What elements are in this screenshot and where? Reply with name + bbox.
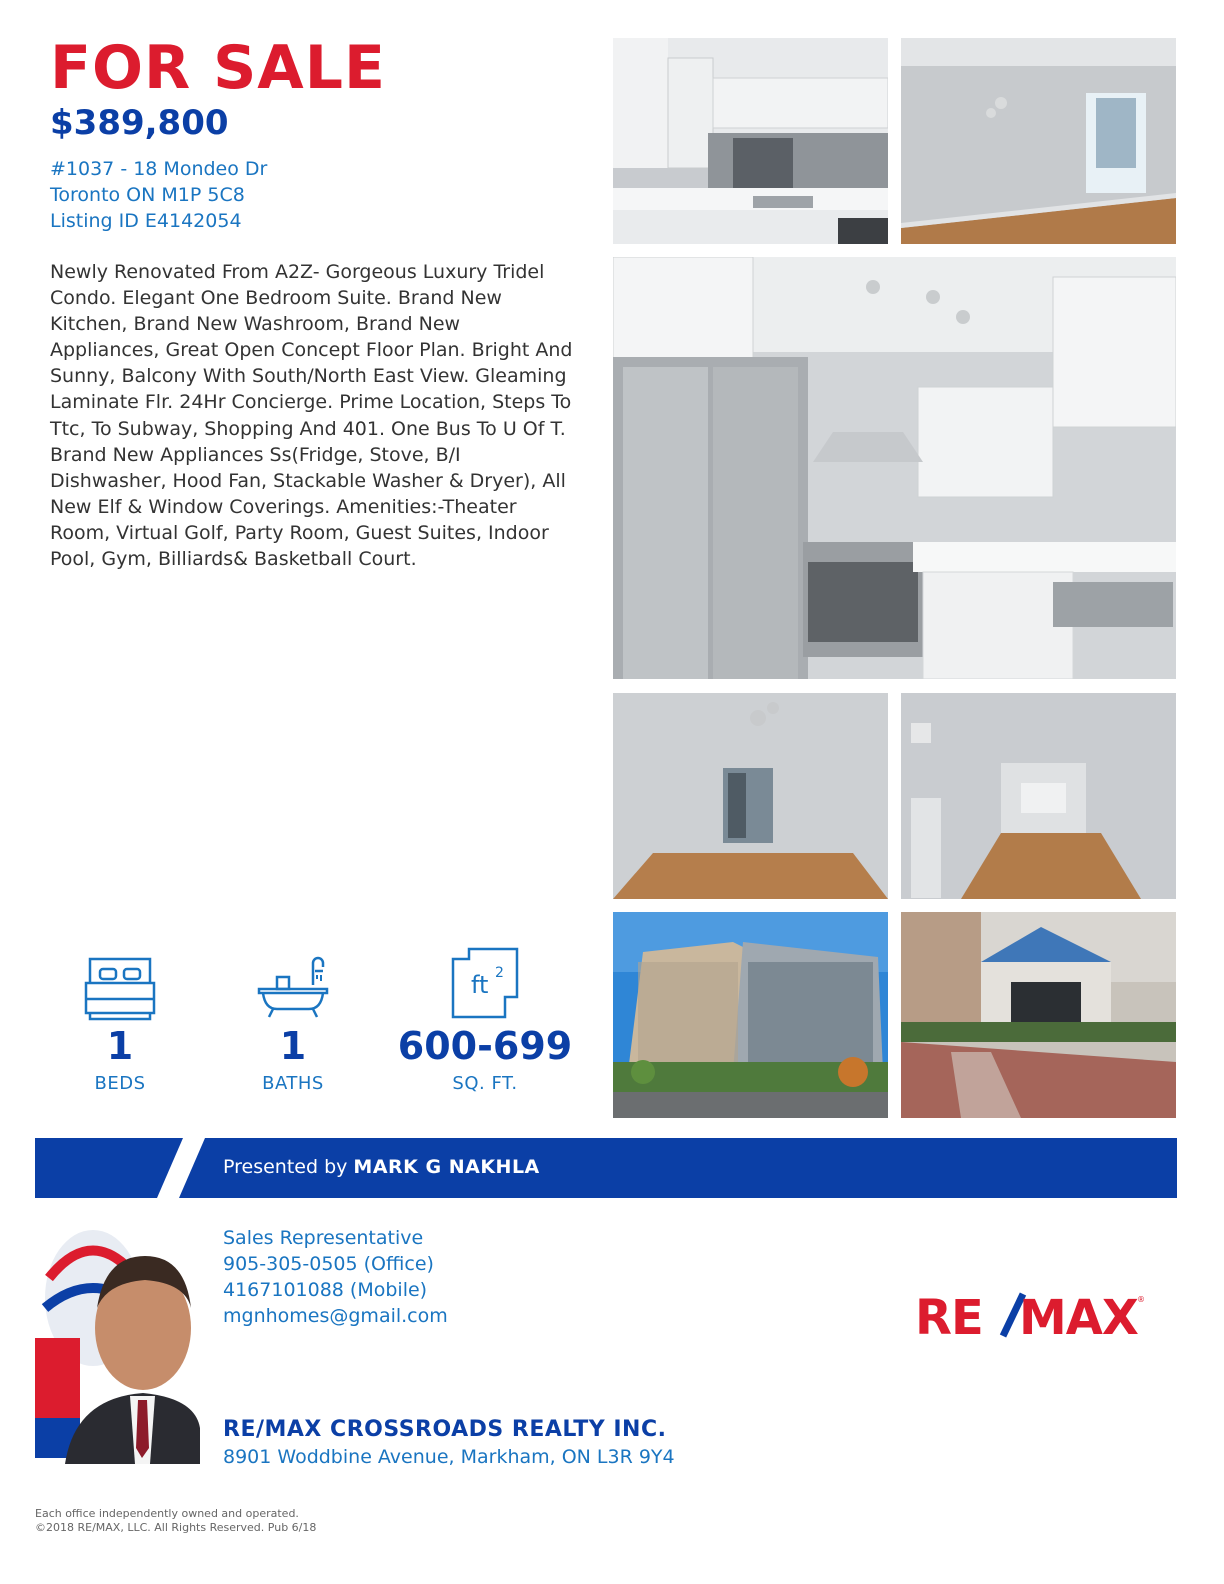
photo-kitchen-cabinets (613, 38, 888, 244)
presented-by-text (223, 1156, 540, 1178)
agent-mobile-phone[interactable]: 4167101088 (Mobile) (223, 1279, 428, 1301)
svg-text:®: ® (1137, 1295, 1145, 1304)
square-feet-icon-sup: 2 (495, 965, 504, 981)
agent-title: Sales Representative (223, 1227, 424, 1249)
baths-label: BATHS (262, 1073, 324, 1094)
legal-footer (35, 1507, 316, 1535)
agent-name: MARK G NAKHLA (353, 1156, 540, 1178)
beds-label: BEDS (94, 1073, 146, 1094)
listing-id: Listing ID E4142054 (50, 210, 242, 232)
agent-email[interactable]: mgnhomes@gmail.com (223, 1305, 448, 1327)
agent-office-phone[interactable]: 905-305-0505 (Office) (223, 1253, 434, 1275)
address-line-2: Toronto ON M1P 5C8 (50, 184, 245, 206)
presented-by-banner (35, 1138, 1177, 1198)
photo-living-room-window (901, 38, 1176, 244)
address-line-1: #1037 - 18 Mondeo Dr (50, 158, 268, 180)
beds-count: 1 (106, 1024, 134, 1068)
brokerage-address: 8901 Woddbine Avenue, Markham, ON L3R 9Y4 (223, 1446, 675, 1468)
photo-kitchen-main (613, 257, 1176, 679)
square-feet-icon (449, 945, 521, 1021)
bed-icon (84, 955, 156, 1021)
description-paragraph-1: Newly Renovated From A2Z- Gorgeous Luxury Tridel Condo. Elegant One Bedroom Suite. Brand New Kitchen, Brand New Washroom, Brand New Appliances, Great Open Concept Floor Plan. Bright And Sunny, Balcony With South/North East View. Gleaming Laminate Flr. 24Hr Concierge. Prime Location, Steps To Ttc, To Subway, Shopping And 401. One Bus To U Of T. (50, 261, 573, 440)
baths-count: 1 (279, 1024, 307, 1068)
remax-logo-mark (915, 1290, 1145, 1340)
footer-line-1: Each office independently owned and operated. (35, 1507, 299, 1520)
stat-baths (243, 955, 343, 1094)
stat-area (390, 945, 580, 1094)
brokerage-info (223, 1417, 675, 1468)
photo-building-exterior (613, 912, 888, 1118)
listing-price: $389,800 (50, 103, 229, 143)
listing-description (50, 259, 575, 572)
photo-living-room-floor (613, 693, 888, 899)
presented-by-label: Presented by (223, 1156, 354, 1178)
remax-logo (915, 1290, 1145, 1344)
banner-background (35, 1138, 1177, 1198)
footer-line-2: ©2018 RE/MAX, LLC. All Rights Reserved. Pub 6/18 (35, 1521, 317, 1534)
area-label: SQ. FT. (452, 1073, 518, 1094)
svg-text:MAX: MAX (1019, 1290, 1138, 1340)
area-value: 600-699 (397, 1024, 573, 1068)
for-sale-headline: FOR SALE (50, 33, 386, 103)
description-paragraph-2: Brand New Appliances Ss(Fridge, Stove, B/I Dishwasher, Hood Fan, Stackable Washer & Dryer), All New Elf & Window Coverings. Amenities:-Theater Room, Virtual Golf, Party Room, Guest Suites, Indoor Pool, Gym, Billiards& Basketball Court. (50, 443, 566, 571)
agent-photo (35, 1228, 200, 1464)
svg-text:RE: RE (915, 1290, 983, 1340)
photo-building-entrance (901, 912, 1176, 1118)
agent-contact-info (223, 1225, 448, 1329)
square-feet-icon-text: ft (471, 971, 489, 999)
brokerage-name: RE/MAX CROSSROADS REALTY INC. (223, 1417, 667, 1442)
bathtub-icon (257, 955, 329, 1021)
listing-address (50, 156, 267, 234)
stat-beds (70, 955, 170, 1094)
photo-hallway (901, 693, 1176, 899)
